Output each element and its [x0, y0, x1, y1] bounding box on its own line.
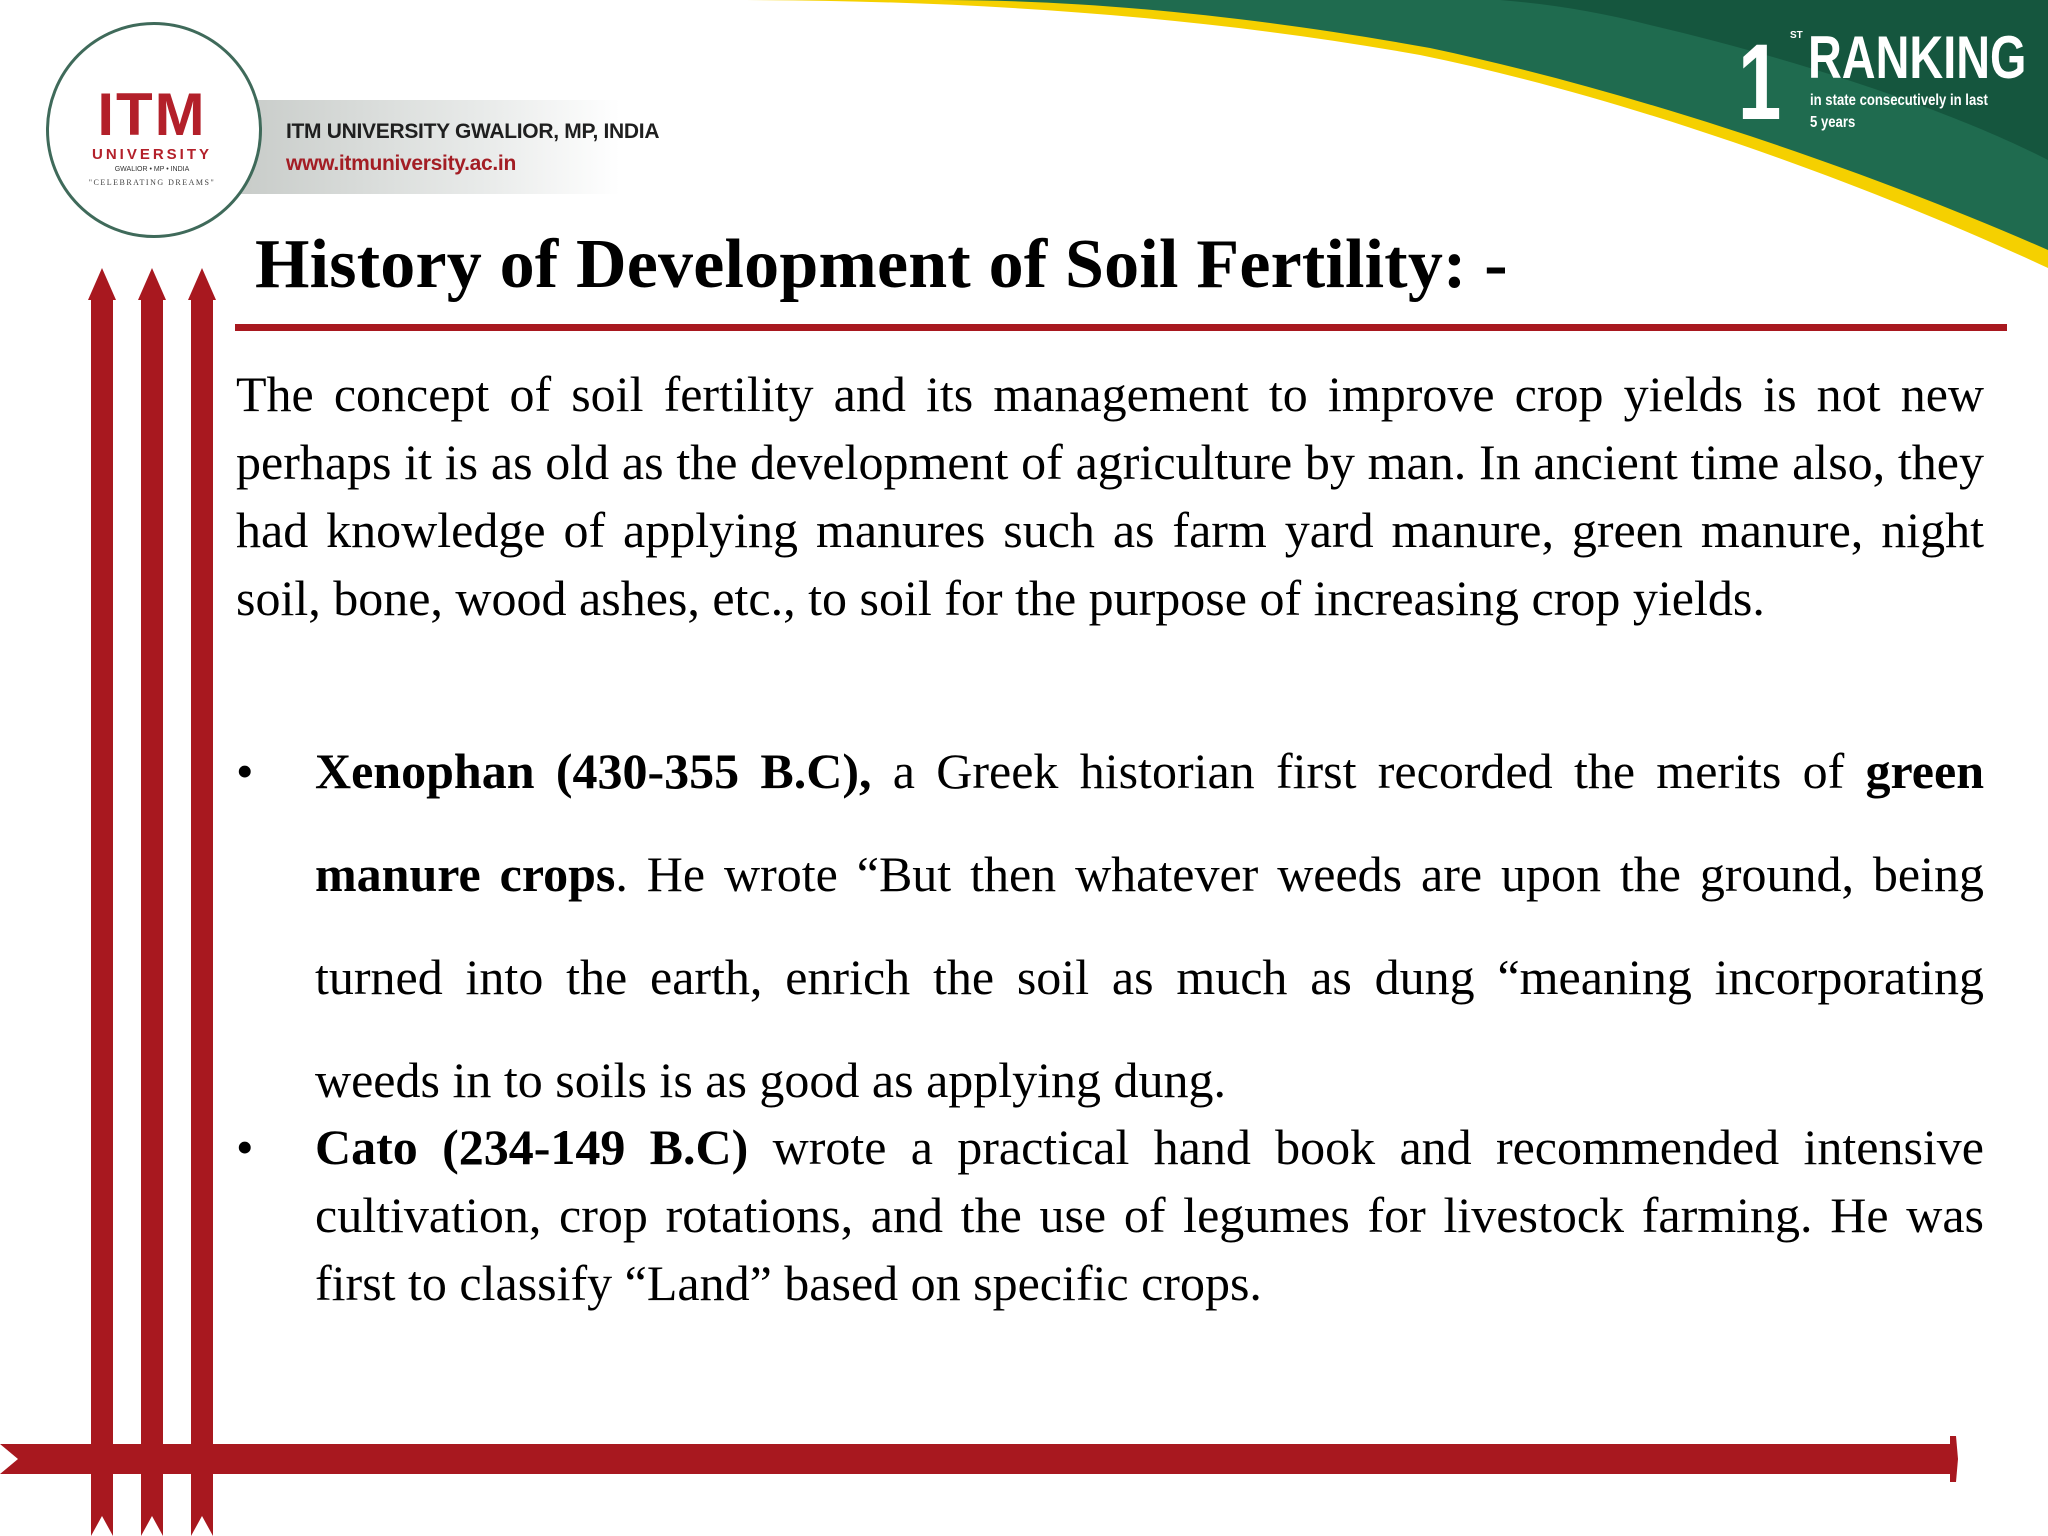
ranking-line-1: in state consecutively in last	[1810, 92, 1988, 109]
header-band	[240, 100, 620, 194]
logo-itm-text: ITM	[82, 86, 222, 144]
ranking-superscript: ST	[1790, 30, 1803, 41]
ranking-number: 1	[1738, 21, 1782, 142]
bullet-body: . He wrote “But then whatever weeds are upon the ground, being turned into the earth, enrich the soil as much as dung “meaning incorporating weeds in to soils is as good as applying dung.	[315, 846, 1984, 1108]
logo-location-text: GWALIOR • MP • INDIA	[114, 166, 190, 173]
logo-tagline: "CELEBRATING DREAMS"	[88, 178, 216, 187]
bullet-text	[315, 1113, 1984, 1317]
logo-university-text: UNIVERSITY	[91, 146, 212, 163]
title-underline	[235, 324, 2007, 331]
bullet-bold-term: green manure crops	[315, 743, 1984, 902]
bottom-arrow	[0, 1436, 1958, 1482]
bullet-text	[315, 720, 1984, 1132]
bullet-marker: •	[236, 743, 254, 799]
ranking-word: RANKING	[1808, 24, 2027, 91]
ranking-line-2: 5 years	[1810, 114, 1856, 131]
bullet-bold-lead: Xenophan (430-355 B.C),	[315, 743, 872, 799]
bullet-body: wrote a practical hand book and recommended intensive cultivation, crop rotations, and the use of legumes for livestock farming. He was first to classify “Land” based on specific crops.	[315, 1119, 1984, 1311]
bullet-xenophan	[236, 720, 1984, 1132]
left-arrow-bars	[88, 268, 216, 1536]
bullet-cato	[236, 1113, 1984, 1317]
bullet-marker: •	[236, 1119, 254, 1175]
university-website: www.itmuniversity.ac.in	[286, 152, 516, 175]
ranking-subtext	[1810, 90, 1990, 134]
university-name: ITM UNIVERSITY GWALIOR, MP, INDIA	[286, 120, 660, 143]
bullet-body: a Greek historian first recorded the merits of	[871, 743, 1866, 799]
slide-title: History of Development of Soil Fertility: -	[255, 226, 1508, 303]
bullet-bold-lead: Cato (234-149 B.C)	[315, 1119, 749, 1175]
intro-paragraph: The concept of soil fertility and its management to improve crop yields is not new perhaps it is as old as the development of agriculture by man. In ancient time also, they had knowledge of applying manures such as farm yard manure, green manure, night soil, bone, wood ashes, etc., to soil for the purpose of increasing crop yields.	[236, 366, 1984, 626]
